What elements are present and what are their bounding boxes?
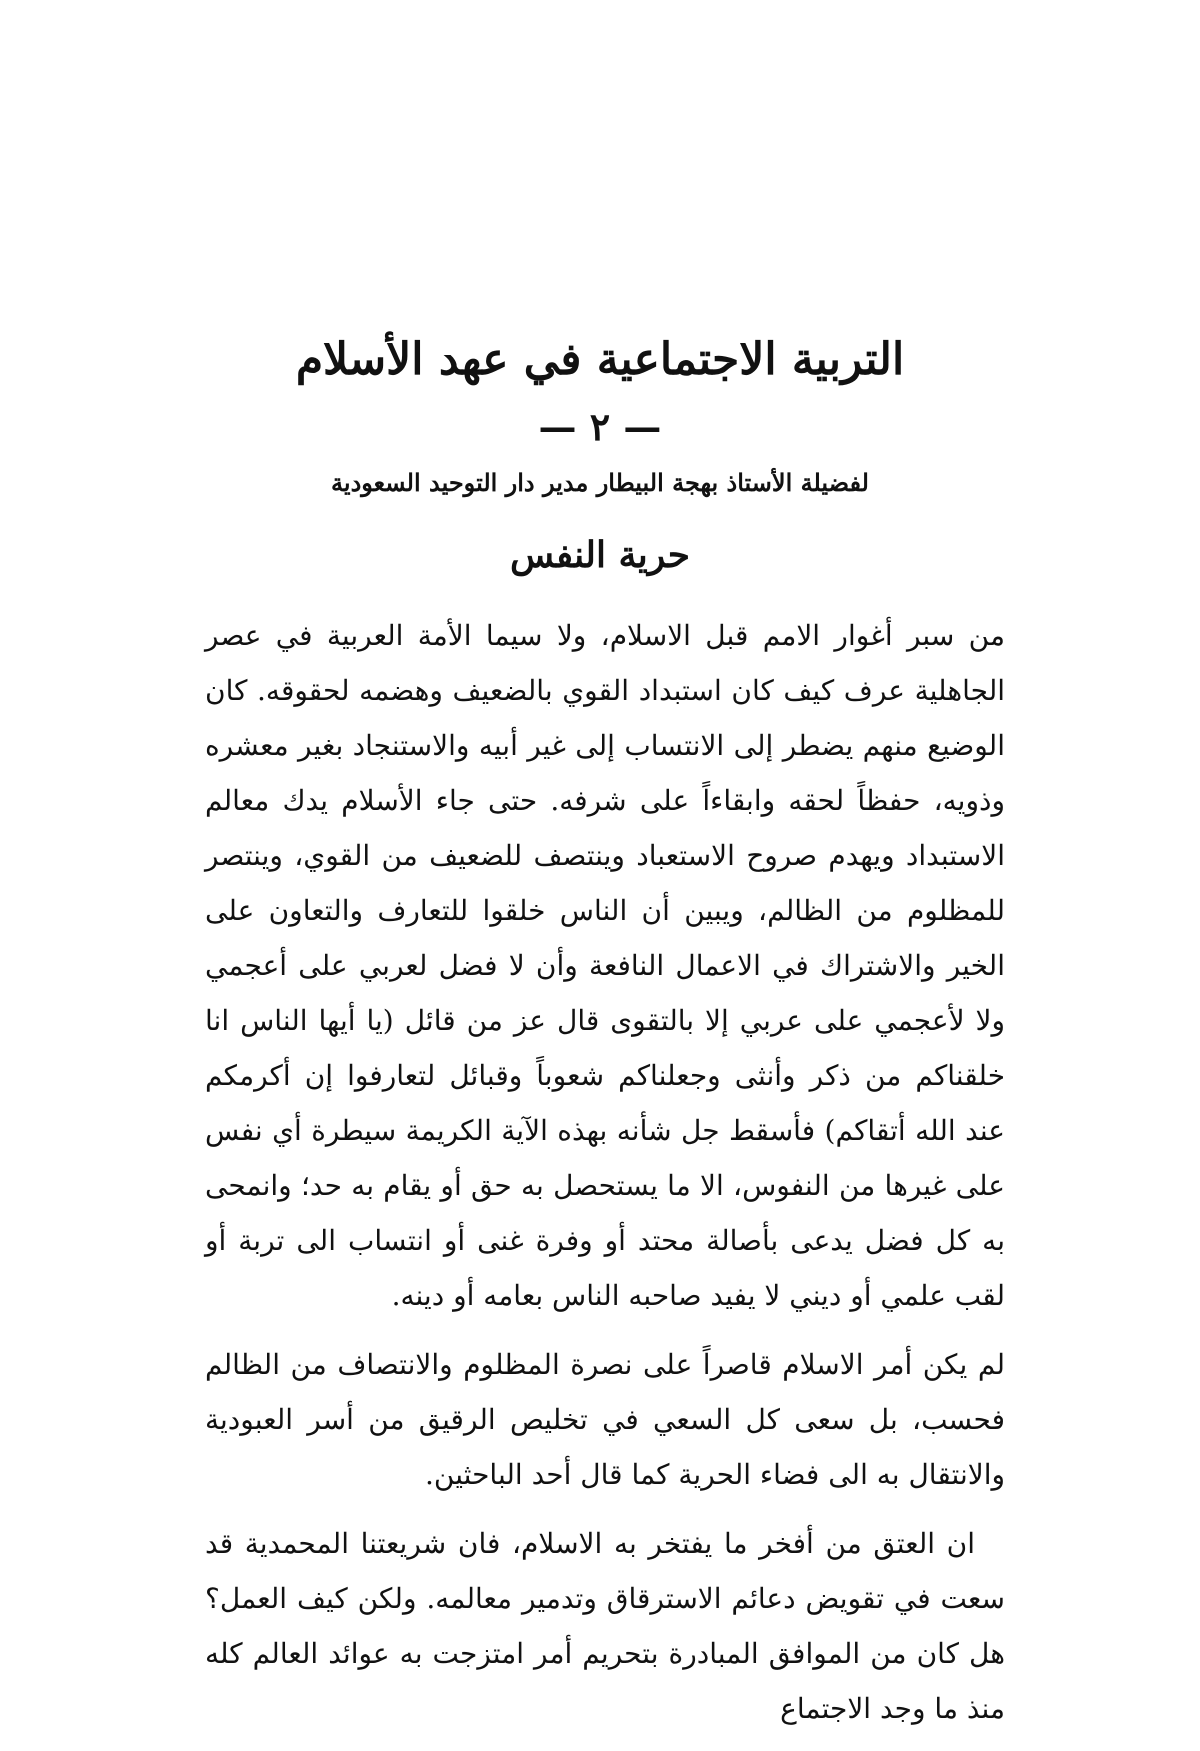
article-body [205,608,1005,1736]
paragraph: ان العتق من أفخر ما يفتخر به الاسلام، فان شريعتنا المحمدية قد سعت في تقويض دعائم الاسترقاق وتدمير معالمه. ولكن كيف العمل؟ هل كان من الموافق المبادرة بتحريم أمر امتزجت به عوائد العالم كله منذ ما وجد الاجتماع [205,1527,1005,1725]
paragraph: من سبر أغوار الامم قبل الاسلام، ولا سيما الأمة العربية في عصر الجاهلية عرف كيف كان استبداد القوي بالضعيف وهضمه لحقوقه. كان الوضيع منهم يضطر إلى الانتساب إلى غير أبيه والاستنجاد بغير معشره وذويه، حفظاً لحقه وابقاءاً على شرفه. حتى جاء الأسلام يدك معالم الاستبداد ويهدم صروح الاستعباد وينتصف للضعيف من القوي، وينتصر للمظلوم من الظالم، ويبين أن الناس خلقوا للتعارف والتعاون على الخير والاشتراك في الاعمال النافعة وأن لا فضل لعربي على أعجمي ولا لأعجمي على عربي إلا بالتقوى قال عز من قائل (يا أيها الناس انا خلقناكم من ذكر وأنثى وجعلناكم شعوباً وقبائل لتعارفوا إن أكرمكم عند الله أتقاكم) فأسقط جل شأنه بهذه الآية الكريمة سيطرة أي نفس على غيرها من النفوس، الا ما يستحصل به حق أو يقام به حد؛ وانمحى به كل فضل يدعى بأصالة محتد أو وفرة غنى أو انتساب الى تربة أو لقب علمي أو ديني لا يفيد صاحبه الناس بعامه أو دينه. [205,619,1005,1312]
article-header [0,330,1200,610]
author-byline: لفضيلة الأستاذ بهجة البيطار مدير دار التوحيد السعودية [331,468,869,497]
part-number: — ٢ — [538,404,662,449]
section-heading: حرية النفس [510,534,690,576]
paragraph: لم يكن أمر الاسلام قاصراً على نصرة المظلوم والانتصاف من الظالم فحسب، بل سعى كل السعي في تخليص الرقيق من أسر العبودية والانتقال به الى فضاء الحرية كما قال أحد الباحثين. [205,1348,1005,1491]
article-title: التربية الاجتماعية في عهد الأسلام [295,334,905,385]
